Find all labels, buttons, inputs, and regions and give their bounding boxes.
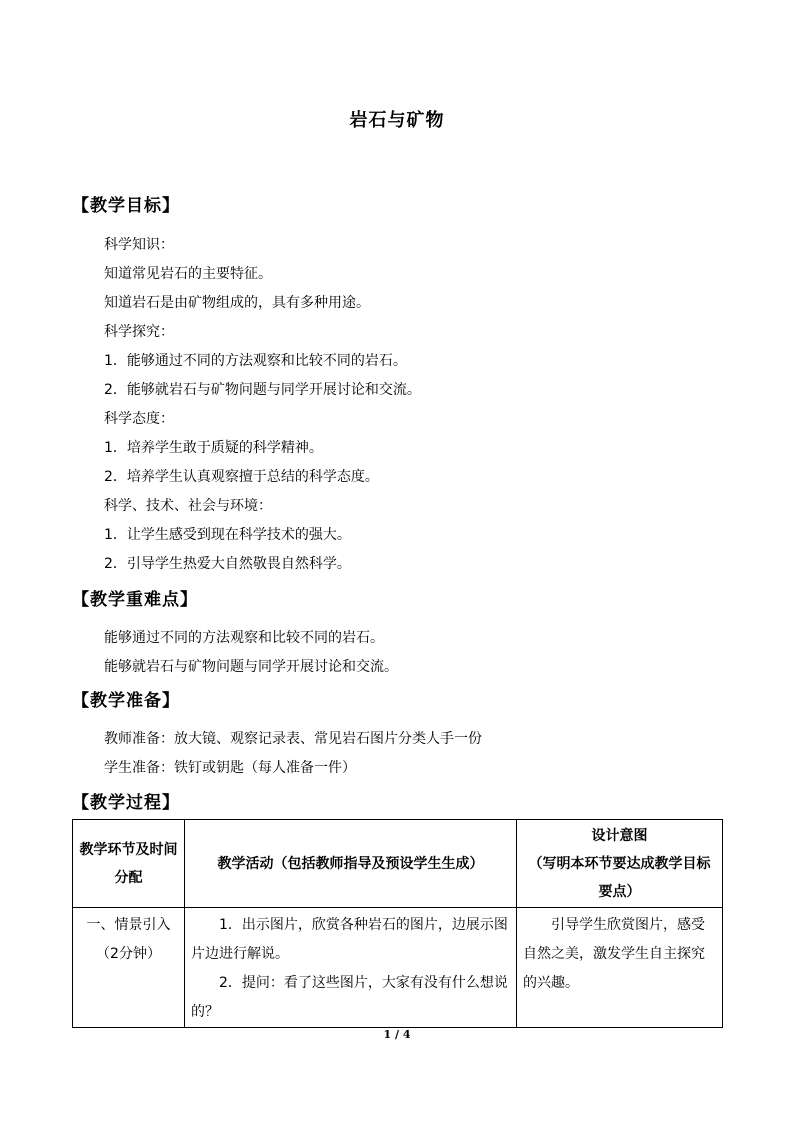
document-title: 岩石与矿物 <box>349 110 445 131</box>
goals-line: 科学、技术、社会与环境： <box>104 498 272 514</box>
table-row <box>73 908 723 1028</box>
key-points-line: 能够通过不同的方法观察和比较不同的岩石。 <box>104 630 384 646</box>
cell-stage: 一、情景引入（2分钟） <box>73 908 185 1028</box>
goals-line: 知道岩石是由矿物组成的，具有多种用途。 <box>104 295 370 311</box>
header-intent: 设计意图 （写明本环节要达成教学目标要点） <box>517 820 723 908</box>
section-heading-process: 【教学过程】 <box>72 793 180 813</box>
goals-line: 2．培养学生认真观察擅于总结的科学态度。 <box>104 469 379 485</box>
goals-line: 2．能够就岩石与矿物问题与同学开展讨论和交流。 <box>104 382 421 398</box>
goals-line: 知道常见岩石的主要特征。 <box>104 266 272 282</box>
section-heading-preparation: 【教学准备】 <box>72 691 180 711</box>
table-header-row <box>73 820 723 908</box>
goals-line: 1．能够通过不同的方法观察和比较不同的岩石。 <box>104 353 407 369</box>
header-stage: 教学环节及时间分配 <box>73 820 185 908</box>
section-heading-key-points: 【教学重难点】 <box>72 590 198 610</box>
process-table <box>72 819 723 1028</box>
preparation-line: 学生准备：铁钉或钥匙（每人准备一件） <box>104 760 356 776</box>
goals-line: 科学探究： <box>104 324 174 340</box>
goals-line: 1．让学生感受到现在科学技术的强大。 <box>104 527 351 543</box>
goals-line: 2．引导学生热爱大自然敬畏自然科学。 <box>104 556 351 572</box>
goals-line: 科学态度： <box>104 411 174 427</box>
cell-intent: 引导学生欣赏图片，感受自然之美，激发学生自主探究的兴趣。 <box>517 908 723 1028</box>
section-heading-goals: 【教学目标】 <box>72 196 180 216</box>
cell-activity: 1．出示图片，欣赏各种岩石的图片，边展示图片边进行解说。 2．提问：看了这些图片，大家有没有什么想说的？ <box>185 908 517 1028</box>
goals-line: 科学知识： <box>104 237 174 253</box>
page-number: 1 / 4 <box>383 1028 411 1041</box>
preparation-line: 教师准备：放大镜、观察记录表、常见岩石图片分类人手一份 <box>104 731 482 747</box>
goals-line: 1．培养学生敢于质疑的科学精神。 <box>104 440 323 456</box>
header-activity: 教学活动（包括教师指导及预设学生生成） <box>185 820 517 908</box>
key-points-line: 能够就岩石与矿物问题与同学开展讨论和交流。 <box>104 659 398 675</box>
